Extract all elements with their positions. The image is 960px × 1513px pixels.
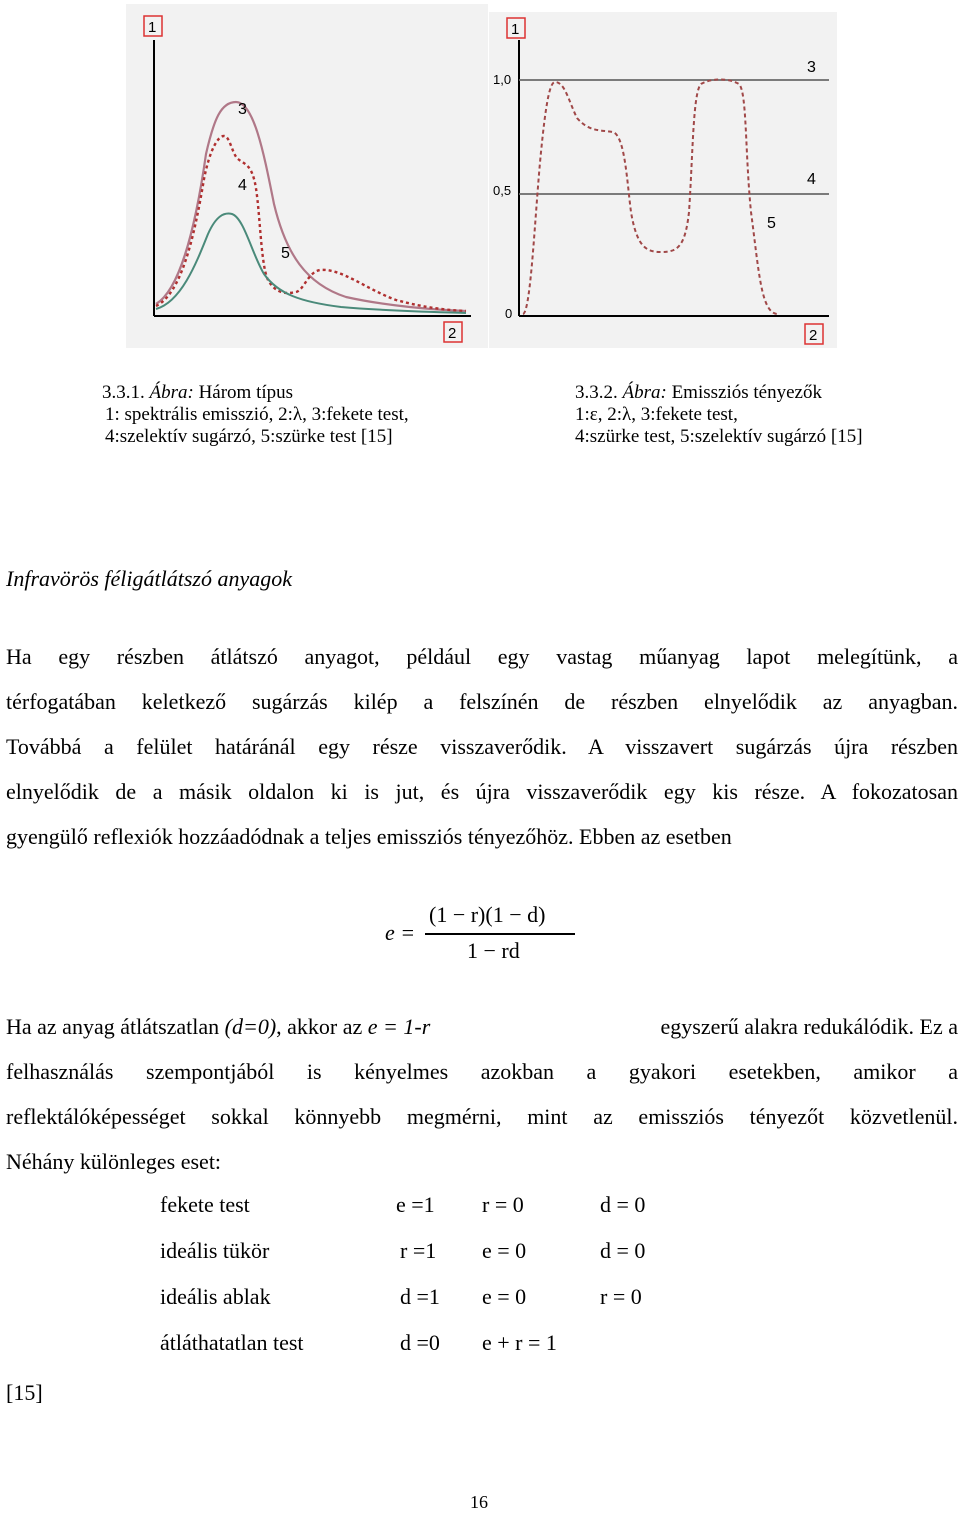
caption-line: 4:szelektív sugárzó, 5:szürke test [15] bbox=[105, 426, 393, 447]
caption-word: Ábra: bbox=[149, 382, 194, 403]
figure-caption-right bbox=[575, 382, 863, 448]
case-name: átláthatatlan test bbox=[160, 1330, 304, 1355]
case-name: fekete test bbox=[160, 1192, 250, 1217]
text-line: Néhány különleges eset: bbox=[6, 1149, 222, 1174]
case-value: d = 0 bbox=[600, 1238, 646, 1263]
curve-label-3: 3 bbox=[807, 59, 816, 76]
curve-label-5: 5 bbox=[281, 245, 290, 262]
case-value: r = 0 bbox=[482, 1192, 524, 1217]
case-value: r = 0 bbox=[600, 1284, 642, 1309]
text-segment: e = 1-r bbox=[367, 1014, 431, 1039]
caption-title: Emissziós tényezők bbox=[671, 382, 822, 403]
case-value: d =1 bbox=[400, 1284, 440, 1309]
text-line: Továbbá a felület határánál egy része visszaverődik. A visszavert sugárzás újra részben bbox=[6, 734, 958, 759]
figure-spectral-emission bbox=[126, 4, 488, 348]
figure-emissivity bbox=[489, 12, 837, 348]
caption-line: 4:szürke test, 5:szelektív sugárzó [15] bbox=[575, 426, 863, 447]
text-segment: (d=0) bbox=[224, 1014, 277, 1039]
text-line: térfogatában keletkező sugárzás kilép a felszínén de részben elnyelődik az anyagban. bbox=[6, 689, 958, 714]
case-value: e = 0 bbox=[482, 1238, 527, 1263]
case-value: d =0 bbox=[400, 1330, 440, 1355]
caption-number: 3.3.2. bbox=[575, 382, 618, 403]
text-line: gyengülő reflexiók hozzáadódnak a teljes emissziós tényezőhöz. Ebben az esetben bbox=[6, 824, 732, 849]
caption-line: 1:ε, 2:λ, 3:fekete test, bbox=[575, 404, 738, 425]
curve-label-5: 5 bbox=[767, 215, 776, 232]
text-line: felhasználás szempontjából is kényelmes azokban a gyakori esetekben, amikor a bbox=[6, 1059, 958, 1084]
paragraph-1 bbox=[6, 634, 958, 859]
y-tick-1: 1,0 bbox=[493, 72, 512, 87]
section-heading: Infravörös féligátlátszó anyagok bbox=[6, 566, 292, 591]
curve-label-4: 4 bbox=[238, 177, 247, 194]
y-tick-0: 0 bbox=[505, 306, 513, 321]
case-value: e =1 bbox=[396, 1192, 435, 1217]
text-segment: , akkor az bbox=[276, 1014, 363, 1039]
axis-label-2: 2 bbox=[448, 325, 457, 342]
text-line: Ha egy részben átlátszó anyagot, például egy vastag műanyag lapot melegítünk, a bbox=[6, 644, 958, 669]
text-line: reflektálóképességet sokkal könnyebb megmérni, mint az emissziós tényezőt közvetlenül. bbox=[6, 1104, 958, 1129]
text-line: elnyelődik de a másik oldalon ki is jut, és újra visszaverődik egy kis része. A fokozatosan bbox=[6, 779, 958, 804]
caption-title: Három típus bbox=[198, 382, 294, 403]
curve-label-4: 4 bbox=[807, 171, 816, 188]
fraction-bar bbox=[425, 933, 575, 935]
paragraph-2 bbox=[6, 1004, 958, 1184]
formula-lhs: e = bbox=[385, 920, 416, 945]
case-value: e + r = 1 bbox=[482, 1330, 557, 1355]
figure-caption-left bbox=[102, 382, 409, 448]
formula-numerator: (1 − r)(1 − d) bbox=[429, 902, 546, 927]
page-number: 16 bbox=[470, 1492, 488, 1512]
case-value: e = 0 bbox=[482, 1284, 527, 1309]
case-value: d = 0 bbox=[600, 1192, 646, 1217]
formula-denominator: 1 − rd bbox=[467, 938, 520, 963]
text-segment: egyszerű alakra redukálódik. Ez a bbox=[660, 1014, 958, 1039]
text-segment: Ha az anyag átlátszatlan bbox=[6, 1014, 220, 1039]
case-value: r =1 bbox=[400, 1238, 437, 1263]
y-tick-05: 0,5 bbox=[493, 183, 512, 198]
axis-label-2: 2 bbox=[809, 327, 818, 344]
case-name: ideális ablak bbox=[160, 1284, 271, 1309]
axis-label-1: 1 bbox=[148, 19, 157, 36]
caption-number: 3.3.1. bbox=[102, 382, 145, 403]
curve-label-3: 3 bbox=[238, 101, 247, 118]
caption-line: 1: spektrális emisszió, 2:λ, 3:fekete test, bbox=[105, 404, 409, 425]
case-name: ideális tükör bbox=[160, 1238, 270, 1263]
axis-label-1: 1 bbox=[511, 21, 520, 38]
emissivity-formula bbox=[385, 900, 585, 970]
reference: [15] bbox=[6, 1380, 43, 1405]
caption-word: Ábra: bbox=[622, 382, 667, 403]
text-line bbox=[6, 1004, 958, 1049]
